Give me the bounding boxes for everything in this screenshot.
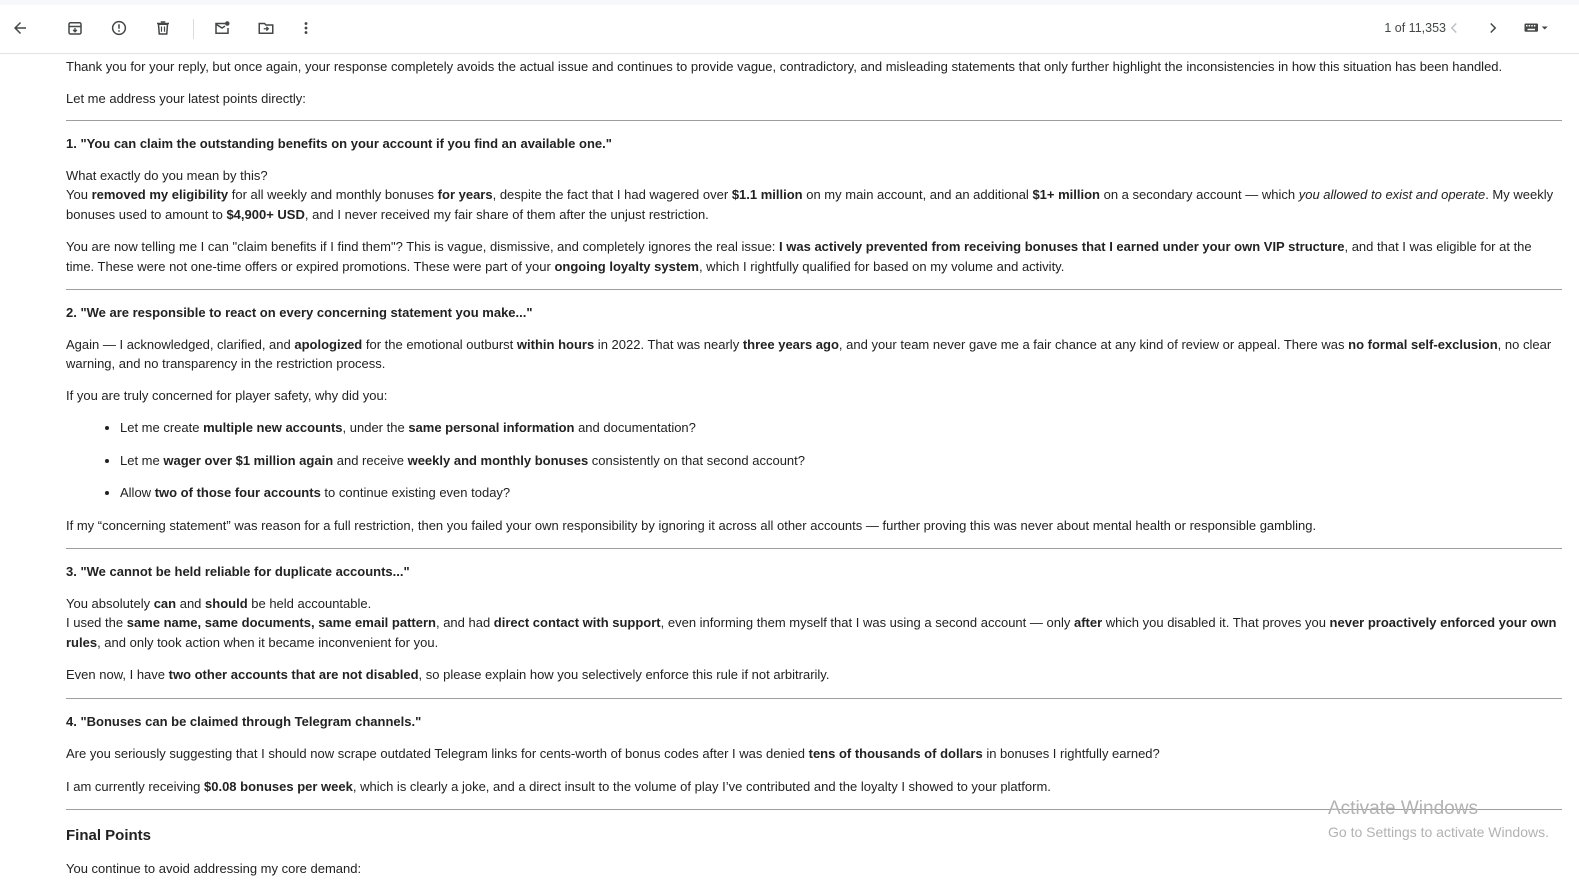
body-paragraph: You are now telling me I can "claim benefits if I find them"? This is vague, dismissive, and completely ignores the real issue: I was actively prevented from receiving bonuses that I earned under your own VIP structure, and that I was eligible for at the time. These were not one-time offers or expired promotions. These were part of your ongoing loyalty system, which I rightfully qualified for based on my volume and activity. <box>66 239 1532 274</box>
final-heading: Final Points <box>66 827 152 844</box>
body-paragraph: Again — I acknowledged, clarified, and apologized for the emotional outburst within hours in 2022. That was nearly three years ago, and your team never gave me a fair chance at any kind of review or appeal. There was no formal self-exclusion, no clear warning, and no transparency in the restriction process. <box>66 336 1552 371</box>
more-options-button[interactable] <box>294 14 318 42</box>
mark-unread-icon <box>213 19 231 37</box>
pagination-count: 1 of 11,353 <box>1384 21 1446 35</box>
input-tools-button[interactable] <box>1518 14 1558 42</box>
chevron-right-icon <box>1484 19 1502 37</box>
chevron-left-icon <box>1445 19 1463 37</box>
trash-icon <box>154 19 172 37</box>
bullet-list <box>66 418 1562 503</box>
list-item: • Allow two of those four accounts to continue existing even today? <box>120 483 1562 503</box>
section-divider <box>66 548 1562 549</box>
archive-icon <box>66 19 84 37</box>
email-body <box>66 53 1562 881</box>
report-spam-button[interactable] <box>107 14 131 42</box>
section-heading: 3. "We cannot be held reliable for duplicate accounts..." <box>66 564 410 579</box>
body-paragraph: If my “concerning statement” was reason for a full restriction, then you failed your own responsibility by ignoring it across all other accounts — further proving this was never about mental health or responsible gambling. <box>66 517 1317 533</box>
section-heading: 4. "Bonuses can be claimed through Telegram channels." <box>66 713 422 729</box>
body-paragraph: You removed my eligibility for all weekly and monthly bonuses for years, despite the fact that I had wagered over $1.1 million on my main account, and an additional $1+ million on a secondary account — which you allowed to exist and operate. My weekly bonuses used to amount to $4,900+ USD, and I never received my fair share of them after the unjust restriction. <box>66 187 1554 222</box>
newer-email-button[interactable] <box>1442 14 1466 42</box>
intro-paragraph: Thank you for your reply, but once again, your response completely avoids the actual issue and continues to provide vague, contradictory, and misleading statements that only further highlight the inconsistencies in how this situation has been handled. <box>66 59 1503 74</box>
section-heading: 1. "You can claim the outstanding benefits on your account if you find an available one." <box>66 136 612 151</box>
older-email-button[interactable] <box>1481 14 1505 42</box>
section-divider <box>66 698 1562 699</box>
keyboard-icon <box>1521 19 1555 37</box>
section-divider <box>66 809 1562 810</box>
move-to-button[interactable] <box>254 14 278 42</box>
body-paragraph: Are you seriously suggesting that I should now scrape outdated Telegram links for cents-worth of bonus codes after I was denied tens of thousands of dollars in bonuses I rightfully earned? <box>66 746 1160 761</box>
watermark-subtitle: Go to Settings to activate Windows. <box>1328 824 1549 840</box>
move-to-folder-icon <box>257 19 275 37</box>
arrow-left-icon <box>11 19 29 37</box>
body-paragraph: I am currently receiving $0.08 bonuses per week, which is clearly a joke, and a direct insult to the volume of play I’ve contributed and the loyalty I showed to your platform. <box>66 778 1051 794</box>
archive-button[interactable] <box>63 14 87 42</box>
list-item: • Let me wager over $1 million again and receive weekly and monthly bonuses consistently on that second account? <box>120 451 1562 471</box>
email-toolbar <box>0 5 1579 54</box>
body-paragraph: Even now, I have two other accounts that are not disabled, so please explain how you selectively enforce this rule if not arbitrarily. <box>66 667 830 682</box>
section-divider <box>66 289 1562 290</box>
body-paragraph: You continue to avoid addressing my core demand: <box>66 860 362 876</box>
list-item: • Let me create multiple new accounts, under the same personal information and documentation? <box>120 418 1562 438</box>
body-paragraph: You absolutely can and should be held accountable. <box>66 595 372 611</box>
intro-lead: Let me address your latest points directly: <box>66 90 306 106</box>
email-view <box>0 5 1579 881</box>
toolbar-divider <box>193 19 194 39</box>
section-divider <box>66 120 1562 121</box>
body-paragraph: What exactly do you mean by this? <box>66 167 268 183</box>
body-paragraph: I used the same name, same documents, same email pattern, and had direct contact with support, even informing them myself that I was using a second account — only after which you disabled it. That proves you never proactively enforced your own rules, and only took action when it became inconvenient for you. <box>66 615 1557 650</box>
mark-unread-button[interactable] <box>210 14 234 42</box>
section-heading: 2. "We are responsible to react on every concerning statement you make..." <box>66 305 533 320</box>
body-paragraph: If you are truly concerned for player safety, why did you: <box>66 387 388 403</box>
report-spam-icon <box>110 19 128 37</box>
watermark-title: Activate Windows <box>1328 798 1478 819</box>
back-button[interactable] <box>8 14 32 42</box>
delete-button[interactable] <box>151 14 175 42</box>
more-vertical-icon <box>297 19 315 37</box>
